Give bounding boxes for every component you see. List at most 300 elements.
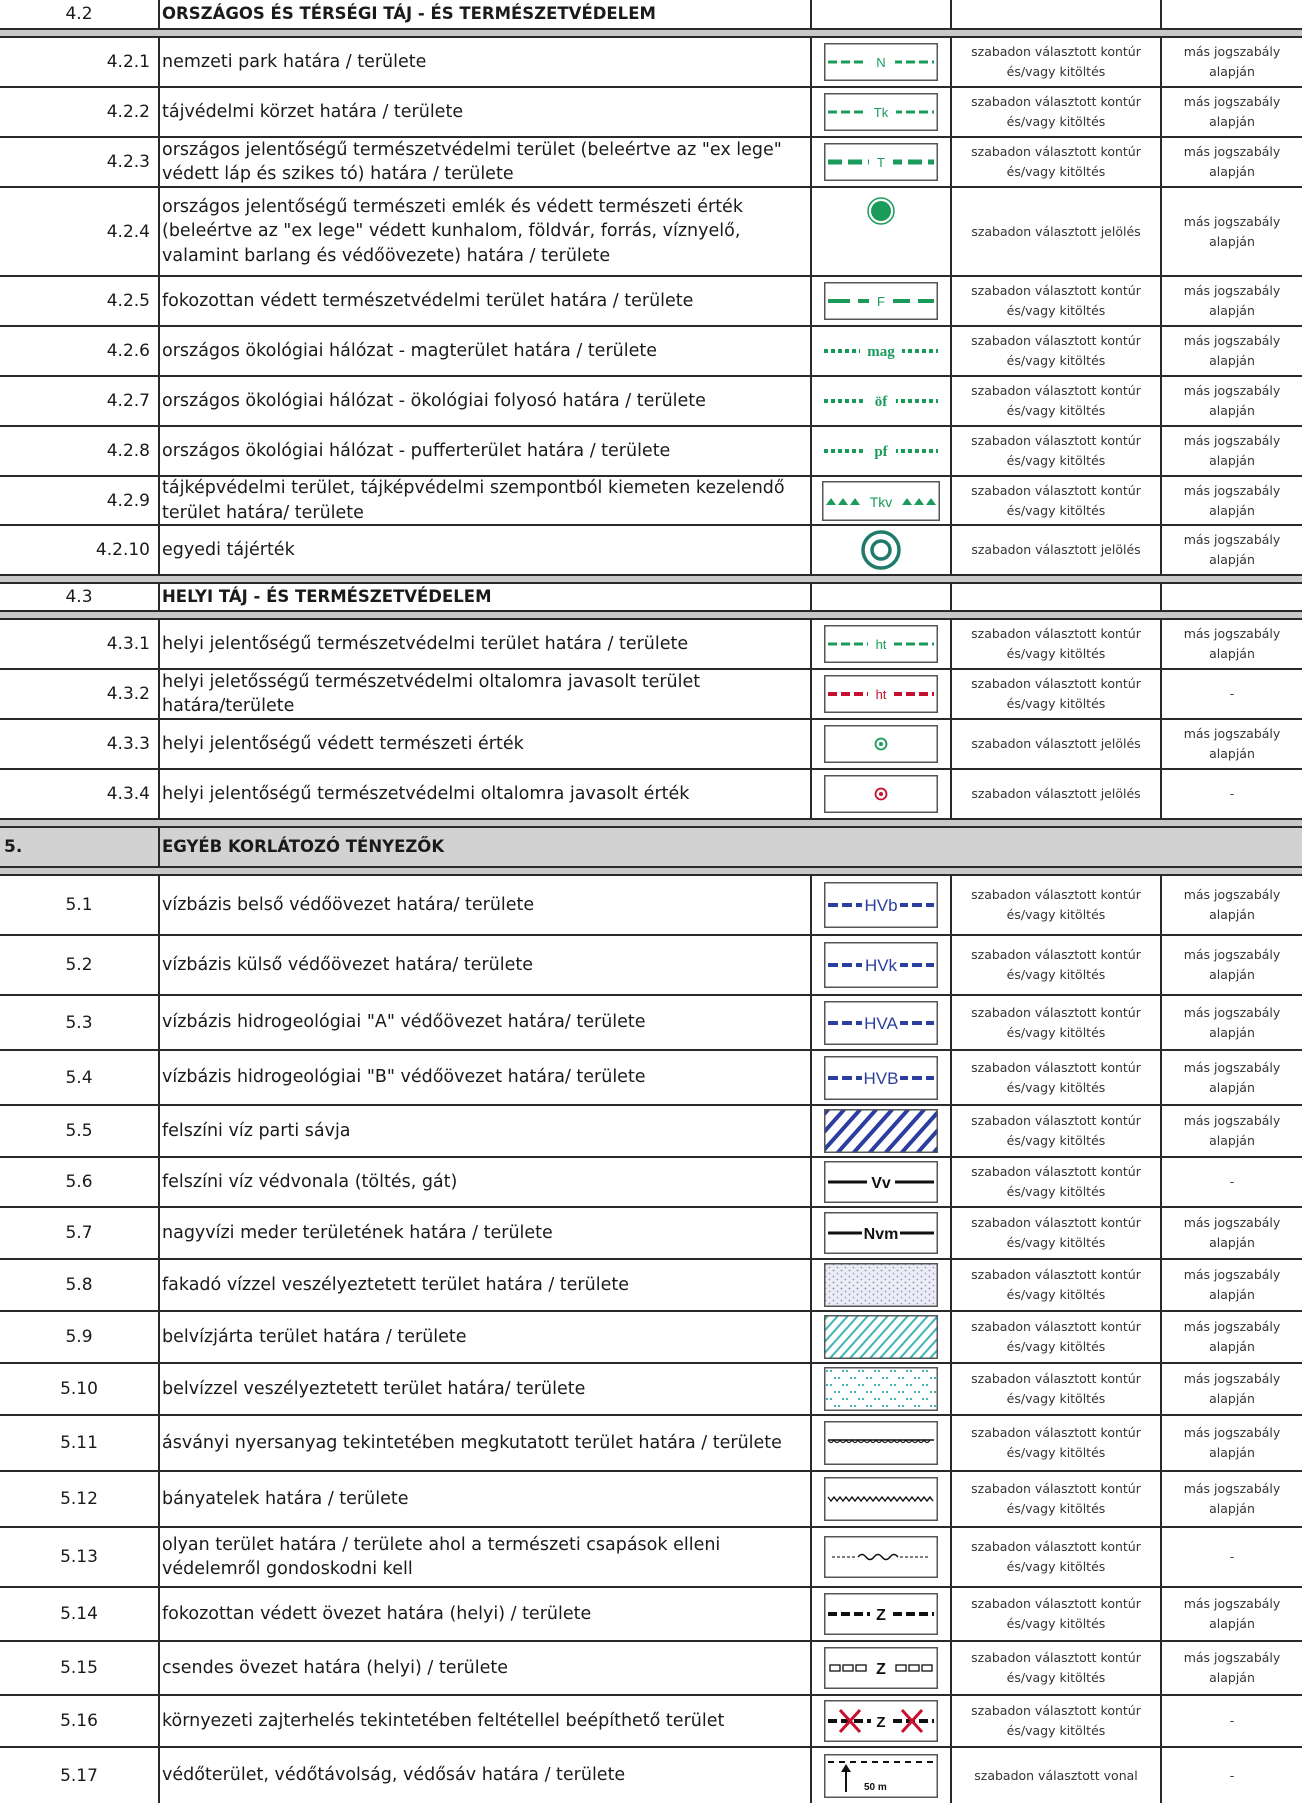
legal-line-2: alapján: [1209, 353, 1255, 368]
legal-cell: [1162, 188, 1302, 275]
legend-row-4-3-1: [0, 620, 1302, 670]
application-cell: [952, 1528, 1162, 1586]
symbol-label: HVk: [864, 956, 898, 975]
application-line-1: szabadon választott jelölés: [971, 786, 1141, 801]
legend-row-5-7: [0, 1208, 1302, 1260]
legend-row-4-2-5: [0, 277, 1302, 327]
row-number: 5.1: [0, 876, 160, 934]
row-number: 5.14: [0, 1588, 160, 1640]
legal-line-2: alapján: [1209, 164, 1255, 179]
legal-cell: [1162, 88, 1302, 136]
application-line-1: szabadon választott kontúr: [971, 383, 1141, 398]
row-description: tájvédelmi körzet határa / területe: [160, 88, 812, 136]
concentric-circles-icon: [812, 526, 952, 574]
application-line-1: szabadon választott kontúr: [971, 333, 1141, 348]
legal-cell: [1162, 38, 1302, 86]
application-line-2: és/vagy kitöltés: [1006, 646, 1106, 661]
blue-dashed-line-icon: [812, 936, 952, 994]
row-number: 4.2.4: [0, 188, 160, 275]
application-line-2: és/vagy kitöltés: [1006, 1559, 1106, 1574]
section-title: ORSZÁGOS ÉS TÉRSÉGI TÁJ - ÉS TERMÉSZETVÉDELEM: [160, 0, 812, 28]
symbol-label: Z: [876, 1607, 886, 1624]
legend-row-5-16: [0, 1696, 1302, 1748]
cyan-dot-pattern-icon: [812, 1364, 952, 1414]
legal-line-1: más jogszabály: [1183, 1596, 1281, 1611]
application-cell: [952, 1696, 1162, 1746]
legal-line-2: alapján: [1209, 746, 1255, 761]
crossed-line-icon: [812, 1696, 952, 1746]
legal-cell: [1162, 876, 1302, 934]
legal-line-2: alapján: [1209, 502, 1255, 518]
application-line-1: szabadon választott kontúr: [971, 1267, 1141, 1282]
legal-line-1: más jogszabály: [1183, 1113, 1281, 1128]
legal-line-1: más jogszabály: [1183, 1059, 1281, 1075]
symbol-label: HVb: [864, 896, 898, 915]
row-description: vízbázis hidrogeológiai "A" védőövezet határa/ területe: [160, 996, 812, 1049]
row-number: 5.17: [0, 1748, 160, 1803]
legal-line-1: más jogszabály: [1183, 144, 1281, 159]
application-cell: [952, 1472, 1162, 1526]
symbol-label: N: [876, 55, 886, 70]
application-line-1: szabadon választott kontúr: [971, 283, 1141, 298]
application-line-1: szabadon választott kontúr: [971, 1539, 1141, 1554]
legend-row-5-12: [0, 1472, 1302, 1528]
row-number: 4.2.9: [0, 477, 160, 524]
application-line-1: szabadon választott jelölés: [971, 736, 1141, 751]
row-number: 4.3.1: [0, 620, 160, 668]
legal-line-1: -: [1229, 686, 1235, 701]
legal-line-1: más jogszabály: [1183, 947, 1281, 962]
section-number: 5.: [0, 828, 160, 866]
section-header-4-2: [0, 0, 1302, 30]
row-number: 4.3.4: [0, 770, 160, 818]
section-divider: [0, 576, 1302, 584]
legend-row-5-11: [0, 1416, 1302, 1472]
application-cell: [952, 670, 1162, 718]
row-description: helyi jelentőségű természetvédelmi terület határa / területe: [160, 620, 812, 668]
legal-line-1: más jogszabály: [1183, 433, 1281, 448]
row-description: bányatelek határa / területe: [160, 1472, 812, 1526]
legal-cell: [1162, 1051, 1302, 1104]
hollow-dashed-line-icon: [812, 1642, 952, 1694]
legend-row-4-2-2: [0, 88, 1302, 138]
legal-cell: [1162, 427, 1302, 475]
row-number: 5.4: [0, 1051, 160, 1104]
legend-row-4-2-9: [0, 477, 1302, 526]
row-description: védőterület, védőtávolság, védősáv határa / területe: [160, 1748, 812, 1803]
legal-cell: [1162, 670, 1302, 718]
legal-line-1: más jogszabály: [1183, 887, 1281, 902]
application-line-2: és/vagy kitöltés: [1006, 1079, 1106, 1095]
section-number: 4.2: [0, 0, 160, 28]
application-cell: [952, 770, 1162, 818]
application-cell: [952, 277, 1162, 325]
legend-row-5-9: [0, 1312, 1302, 1364]
cyan-hatch-icon: [812, 1312, 952, 1362]
legal-line-2: alapján: [1209, 967, 1255, 982]
legal-cell: [1162, 1642, 1302, 1694]
legend-row-5-10: [0, 1364, 1302, 1416]
row-description: tájképvédelmi terület, tájképvédelmi szempontból kiemeten kezelendő terület határa/ területe: [160, 477, 812, 524]
green-dotted-line-icon: [812, 377, 952, 425]
application-line-1: szabadon választott kontúr: [971, 676, 1141, 691]
application-line-2: és/vagy kitöltés: [1006, 502, 1106, 518]
green-dotted-line-icon: [812, 327, 952, 375]
application-line-1: szabadon választott kontúr: [971, 1319, 1141, 1334]
legal-line-1: más jogszabály: [1183, 383, 1281, 398]
symbol-cell-empty: [812, 584, 952, 610]
legal-line-1: -: [1229, 1549, 1235, 1564]
legal-line-1: más jogszabály: [1183, 94, 1281, 109]
application-line-1: szabadon választott kontúr: [971, 482, 1141, 498]
row-number: 4.3.3: [0, 720, 160, 768]
legend-row-5-8: [0, 1260, 1302, 1312]
legal-line-2: alapján: [1209, 1616, 1255, 1631]
symbol-label: Z: [876, 1714, 886, 1731]
legal-line-1: -: [1229, 786, 1235, 801]
legal-line-2: alapján: [1209, 64, 1255, 79]
application-line-2: és/vagy kitöltés: [1006, 1235, 1106, 1250]
section-divider: [0, 30, 1302, 38]
row-number: 4.2.3: [0, 138, 160, 186]
application-line-1: szabadon választott kontúr: [971, 1650, 1141, 1665]
green-dashed-line-icon: [812, 277, 952, 325]
application-cell: [952, 88, 1162, 136]
symbol-label: Z: [876, 1661, 886, 1678]
green-dashed-line-icon: [812, 620, 952, 668]
legal-cell: [1162, 1312, 1302, 1362]
application-line-2: és/vagy kitöltés: [1006, 403, 1106, 418]
application-line-2: és/vagy kitöltés: [1006, 1501, 1106, 1516]
row-description: országos jelentőségű természetvédelmi terület (beleértve az "ex lege" védett láp és szikes tó) határa / területe: [160, 138, 812, 186]
application-cell: [952, 526, 1162, 574]
legal-line-2: alapján: [1209, 1670, 1255, 1685]
symbol-label: Tk: [873, 105, 889, 120]
application-line-2: és/vagy kitöltés: [1006, 303, 1106, 318]
legal-line-1: más jogszabály: [1183, 1004, 1281, 1020]
row-number: 4.2.7: [0, 377, 160, 425]
legal-line-2: alapján: [1209, 1391, 1255, 1406]
legend-row-5-2: [0, 936, 1302, 996]
legal-cell: [1162, 1364, 1302, 1414]
application-line-1: szabadon választott kontúr: [971, 144, 1141, 159]
row-description: ásványi nyersanyag tekintetében megkutatott terület határa / területe: [160, 1416, 812, 1470]
row-number: 5.7: [0, 1208, 160, 1258]
legend-row-4-3-3: [0, 720, 1302, 770]
row-description: országos jelentőségű természeti emlék és védett természeti érték (beleértve az "ex lege" védett kunhalom, földvár, forrás, víznyelő, valamint barlang és védőövezete) határa / területe: [160, 188, 812, 275]
application-cell: [952, 1642, 1162, 1694]
legend-row-5-17: [0, 1748, 1302, 1803]
application-line-2: és/vagy kitöltés: [1006, 353, 1106, 368]
legal-line-1: más jogszabály: [1183, 482, 1281, 498]
application-cell: [952, 876, 1162, 934]
row-description: belvízzel veszélyeztetett terület határa/ területe: [160, 1364, 812, 1414]
application-line-2: és/vagy kitöltés: [1006, 1287, 1106, 1302]
application-cell-empty: [952, 0, 1162, 28]
application-line-2: és/vagy kitöltés: [1006, 114, 1106, 129]
application-line-1: szabadon választott kontúr: [971, 1425, 1141, 1440]
legend-row-4-3-2: [0, 670, 1302, 720]
legal-line-1: más jogszabály: [1183, 1319, 1281, 1334]
row-description: fokozottan védett övezet határa (helyi) / területe: [160, 1588, 812, 1640]
application-line-1: szabadon választott kontúr: [971, 1004, 1141, 1020]
application-cell: [952, 720, 1162, 768]
row-number: 4.2.5: [0, 277, 160, 325]
symbol-label: HVA: [864, 1013, 898, 1033]
legend-row-4-2-4: [0, 188, 1302, 277]
row-description: nagyvízi meder területének határa / területe: [160, 1208, 812, 1258]
application-line-2: és/vagy kitöltés: [1006, 696, 1106, 711]
legal-cell: [1162, 1748, 1302, 1803]
row-description: nemzeti park határa / területe: [160, 38, 812, 86]
row-description: helyi jelentőségű védett természeti érték: [160, 720, 812, 768]
stipple-fill-icon: [812, 1260, 952, 1310]
application-cell-empty: [952, 584, 1162, 610]
wave-line-icon: [812, 1528, 952, 1586]
symbol-label: F: [877, 294, 885, 309]
legal-line-1: más jogszabály: [1183, 626, 1281, 641]
application-line-2: és/vagy kitöltés: [1006, 164, 1106, 179]
legal-line-1: más jogszabály: [1183, 1425, 1281, 1440]
legal-line-2: alapján: [1209, 907, 1255, 922]
application-cell: [952, 1208, 1162, 1258]
row-description: országos ökológiai hálózat - ökológiai folyosó határa / területe: [160, 377, 812, 425]
row-description: vízbázis hidrogeológiai "B" védőövezet határa/ területe: [160, 1051, 812, 1104]
application-cell: [952, 377, 1162, 425]
row-number: 4.2.1: [0, 38, 160, 86]
legal-line-1: -: [1229, 1174, 1235, 1189]
legend-row-4-2-1: [0, 38, 1302, 88]
legal-cell: [1162, 277, 1302, 325]
scalloped-line-icon: [812, 1416, 952, 1470]
symbol-cell-empty: [812, 0, 952, 28]
row-number: 4.2.8: [0, 427, 160, 475]
legend-row-4-2-6: [0, 327, 1302, 377]
application-line-1: szabadon választott kontúr: [971, 1164, 1141, 1179]
application-cell: [952, 1312, 1162, 1362]
legal-cell: [1162, 1528, 1302, 1586]
symbol-label: HVB: [863, 1068, 899, 1088]
row-description: vízbázis külső védőövezet határa/ területe: [160, 936, 812, 994]
legend-row-4-2-7: [0, 377, 1302, 427]
legal-cell: [1162, 1106, 1302, 1156]
application-line-1: szabadon választott kontúr: [971, 44, 1141, 59]
legal-cell: [1162, 1208, 1302, 1258]
red-dashed-line-icon: [812, 670, 952, 718]
legal-cell: [1162, 1472, 1302, 1526]
application-line-2: és/vagy kitöltés: [1006, 1723, 1106, 1738]
green-dashed-line-icon: [812, 138, 952, 186]
legal-line-2: alapján: [1209, 1024, 1255, 1040]
legal-cell-empty: [1162, 584, 1302, 610]
blue-dashed-line-icon: [812, 876, 952, 934]
application-line-2: és/vagy kitöltés: [1006, 64, 1106, 79]
legal-line-1: más jogszabály: [1183, 1267, 1281, 1282]
legal-cell: [1162, 1158, 1302, 1206]
symbol-label: 50 m: [864, 1781, 887, 1793]
row-description: fakadó vízzel veszélyeztetett terület határa / területe: [160, 1260, 812, 1310]
legend-row-5-4: [0, 1051, 1302, 1106]
row-number: 5.5: [0, 1106, 160, 1156]
application-cell: [952, 1364, 1162, 1414]
application-line-2: és/vagy kitöltés: [1006, 1391, 1106, 1406]
row-number: 5.9: [0, 1312, 160, 1362]
row-description: helyi jeletősségű természetvédelmi oltalomra javasolt terület határa/területe: [160, 670, 812, 718]
application-line-2: és/vagy kitöltés: [1006, 1184, 1106, 1199]
legal-line-2: alapján: [1209, 303, 1255, 318]
legal-cell: [1162, 936, 1302, 994]
legal-line-2: alapján: [1209, 453, 1255, 468]
row-description: belvízjárta terület határa / területe: [160, 1312, 812, 1362]
symbol-label: ht: [875, 687, 887, 702]
legend-row-4-2-8: [0, 427, 1302, 477]
red-ring-dot-icon: [812, 770, 952, 818]
row-description: környezeti zajterhelés tekintetében feltétellel beépíthető terület: [160, 1696, 812, 1746]
legal-line-2: alapján: [1209, 1079, 1255, 1095]
application-line-2: és/vagy kitöltés: [1006, 1133, 1106, 1148]
application-cell: [952, 327, 1162, 375]
row-number: 5.11: [0, 1416, 160, 1470]
black-dashed-line-icon: [812, 1588, 952, 1640]
row-number: 4.3.2: [0, 670, 160, 718]
application-line-1: szabadon választott kontúr: [971, 1596, 1141, 1611]
application-cell: [952, 477, 1162, 524]
row-number: 5.13: [0, 1528, 160, 1586]
row-number: 5.3: [0, 996, 160, 1049]
legal-cell: [1162, 720, 1302, 768]
legend-row-4-2-10: [0, 526, 1302, 576]
legal-line-2: alapján: [1209, 646, 1255, 661]
legal-cell: [1162, 770, 1302, 818]
application-line-1: szabadon választott kontúr: [971, 94, 1141, 109]
application-cell: [952, 1051, 1162, 1104]
row-description: országos ökológiai hálózat - magterület határa / területe: [160, 327, 812, 375]
row-description: egyedi tájérték: [160, 526, 812, 574]
row-number: 4.2.6: [0, 327, 160, 375]
application-line-2: és/vagy kitöltés: [1006, 1616, 1106, 1631]
legal-line-1: más jogszabály: [1183, 333, 1281, 348]
application-line-1: szabadon választott jelölés: [971, 223, 1141, 239]
application-line-1: szabadon választott vonal: [974, 1767, 1138, 1783]
application-cell: [952, 936, 1162, 994]
application-cell: [952, 1748, 1162, 1803]
black-line-icon: [812, 1208, 952, 1258]
row-number: 4.2.10: [0, 526, 160, 574]
application-cell: [952, 427, 1162, 475]
application-line-1: szabadon választott kontúr: [971, 1059, 1141, 1075]
application-line-2: és/vagy kitöltés: [1006, 453, 1106, 468]
application-cell: [952, 188, 1162, 275]
row-number: 5.2: [0, 936, 160, 994]
row-description: csendes övezet határa (helyi) / területe: [160, 1642, 812, 1694]
legal-line-2: alapján: [1209, 1235, 1255, 1250]
green-dashed-line-icon: [812, 38, 952, 86]
legal-line-1: -: [1229, 1767, 1235, 1783]
legend-row-4-2-3: [0, 138, 1302, 188]
legal-line-2: alapján: [1209, 1133, 1255, 1148]
application-line-1: szabadon választott kontúr: [971, 1481, 1141, 1496]
application-line-2: és/vagy kitöltés: [1006, 1024, 1106, 1040]
green-dot-icon: [812, 188, 952, 275]
legal-cell: [1162, 1416, 1302, 1470]
legal-cell: [1162, 327, 1302, 375]
application-line-2: és/vagy kitöltés: [1006, 1670, 1106, 1685]
legal-cell: [1162, 1588, 1302, 1640]
symbol-label: Vv: [871, 1175, 891, 1192]
row-number: 5.15: [0, 1642, 160, 1694]
section-header-5: [0, 828, 1302, 868]
application-line-1: szabadon választott kontúr: [971, 1113, 1141, 1128]
blue-dashed-line-icon: [812, 1051, 952, 1104]
legal-cell: [1162, 996, 1302, 1049]
symbol-label: T: [877, 155, 885, 170]
section-header-4-3: [0, 584, 1302, 612]
legend-row-5-1: [0, 876, 1302, 936]
legal-cell: [1162, 138, 1302, 186]
legal-cell: [1162, 1696, 1302, 1746]
section-title: EGYÉB KORLÁTOZÓ TÉNYEZŐK: [162, 836, 445, 856]
legal-line-2: alapján: [1209, 114, 1255, 129]
legal-cell-empty: [1162, 0, 1302, 28]
application-cell: [952, 1260, 1162, 1310]
application-line-2: és/vagy kitöltés: [1006, 1339, 1106, 1354]
green-triangle-line-icon: [812, 477, 952, 524]
application-cell: [952, 138, 1162, 186]
row-number: 5.16: [0, 1696, 160, 1746]
legal-line-2: alapján: [1209, 1287, 1255, 1302]
application-line-1: szabadon választott kontúr: [971, 626, 1141, 641]
row-description: olyan terület határa / területe ahol a természeti csapások elleni védelemről gondoskodni kell: [160, 1528, 812, 1586]
application-cell: [952, 996, 1162, 1049]
legal-line-2: alapján: [1209, 1501, 1255, 1516]
legal-line-2: alapján: [1209, 1339, 1255, 1354]
legal-line-1: más jogszabály: [1183, 1371, 1281, 1386]
row-description: felszíni víz parti sávja: [160, 1106, 812, 1156]
legal-cell: [1162, 377, 1302, 425]
application-cell: [952, 38, 1162, 86]
legal-line-1: más jogszabály: [1183, 726, 1281, 741]
row-description: helyi jelentőségű természetvédelmi oltalomra javasolt érték: [160, 770, 812, 818]
legend-row-4-3-4: [0, 770, 1302, 820]
section-title: HELYI TÁJ - ÉS TERMÉSZETVÉDELEM: [160, 584, 812, 610]
row-description: országos ökológiai hálózat - pufferterület határa / területe: [160, 427, 812, 475]
symbol-label: Tkv: [869, 493, 893, 510]
application-line-2: és/vagy kitöltés: [1006, 907, 1106, 922]
legal-line-1: más jogszabály: [1183, 532, 1281, 547]
green-ring-dot-icon: [812, 720, 952, 768]
row-description: fokozottan védett természetvédelmi terület határa / területe: [160, 277, 812, 325]
blue-hatch-icon: [812, 1106, 952, 1156]
row-number: 5.6: [0, 1158, 160, 1206]
section-divider: [0, 612, 1302, 620]
green-dashed-line-icon: [812, 88, 952, 136]
section-number: 4.3: [0, 584, 160, 610]
application-line-1: szabadon választott kontúr: [971, 433, 1141, 448]
legal-line-1: más jogszabály: [1183, 283, 1281, 298]
legal-cell: [1162, 526, 1302, 574]
legend-row-5-6: [0, 1158, 1302, 1208]
application-cell: [952, 1106, 1162, 1156]
application-line-1: szabadon választott jelölés: [971, 542, 1141, 557]
application-cell: [952, 1588, 1162, 1640]
row-number: 4.2.2: [0, 88, 160, 136]
legend-row-5-5: [0, 1106, 1302, 1158]
legal-line-2: alapján: [1209, 552, 1255, 567]
distance-arrow-icon: [812, 1748, 952, 1803]
legal-line-2: alapján: [1209, 1445, 1255, 1460]
symbol-label: mag: [867, 344, 895, 360]
section-divider: [0, 868, 1302, 876]
